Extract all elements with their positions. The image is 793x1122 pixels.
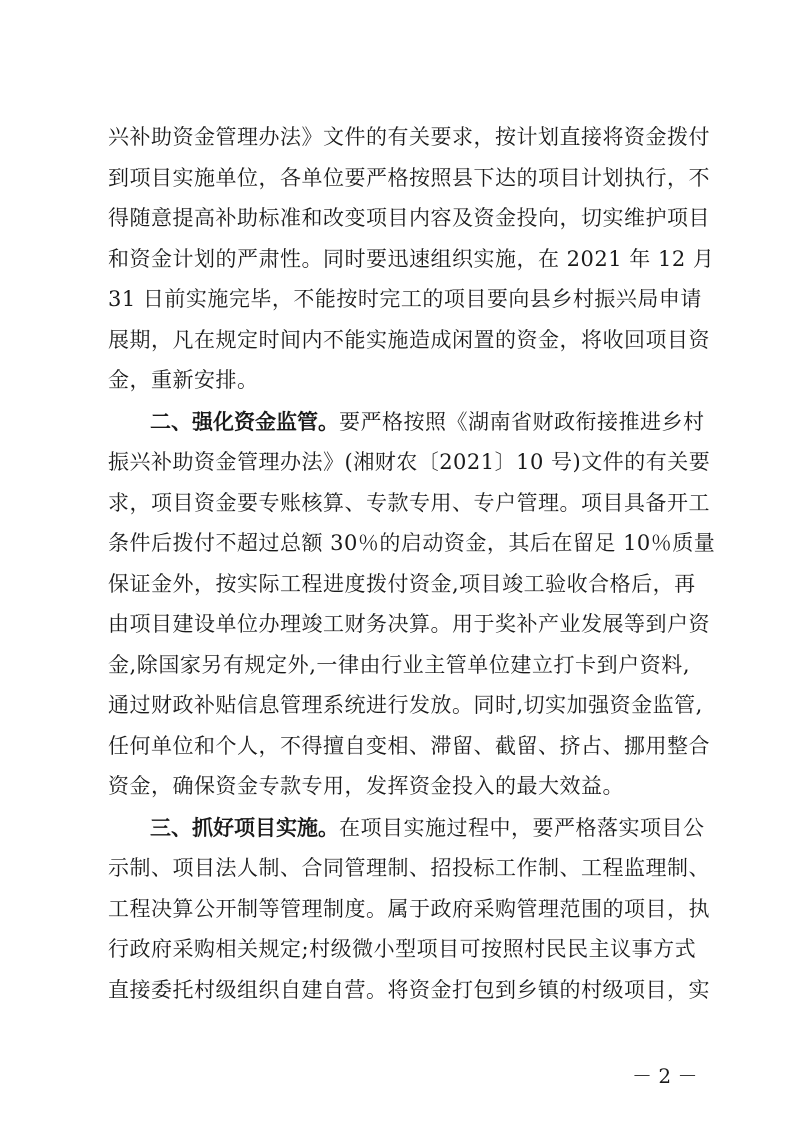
section-3-heading: 三、抓好项目实施。 (150, 816, 339, 840)
page-number: － 2 － (632, 1064, 698, 1088)
body-line-3: 得随意提高补助标准和改变项目内容及资金投向，切实维护项目 (108, 206, 710, 230)
body-line-20: 工程决算公开制等管理制度。属于政府采购管理范围的项目，执 (108, 897, 710, 921)
body-line-11: 条件后拨付不超过总额 30％的启动资金，其后在留足 10％质量 (108, 531, 716, 555)
body-line-12: 保证金外，按实际工程进度拨付资金,项目竣工验收合格后，再 (108, 572, 696, 596)
body-line-17: 资金，确保资金专款专用，发挥资金投入的最大效益。 (108, 774, 624, 798)
body-line-1: 兴补助资金管理办法》文件的有关要求，按计划直接将资金拨付 (108, 125, 710, 149)
body-line-10: 求，项目资金要专账核算、专款专用、专户管理。项目具备开工 (108, 491, 710, 515)
body-line-9: 振兴补助资金管理办法》(湘财农〔2021〕10 号)文件的有关要 (108, 450, 711, 474)
section-2-heading: 二、强化资金监管。 (150, 410, 339, 434)
body-line-7: 金，重新安排。 (108, 368, 259, 392)
body-line-6: 展期，凡在规定时间内不能实施造成闲置的资金，将收回项目资 (108, 328, 710, 352)
body-line-16: 任何单位和个人，不得擅自变相、滞留、截留、挤占、挪用整合 (108, 734, 710, 758)
body-line-5: 31 日前实施完毕，不能按时完工的项目要向县乡村振兴局申请 (108, 287, 702, 311)
body-line-22: 直接委托村级组织自建自营。将资金打包到乡镇的村级项目，实 (108, 978, 710, 1002)
body-line-21: 行政府采购相关规定;村级微小型项目可按照村民民主议事方式 (108, 937, 697, 961)
section-3-first-line (150, 812, 705, 842)
body-line-19: 示制、项目法人制、合同管理制、招投标工作制、工程监理制、 (108, 856, 710, 880)
body-line-4: 和资金计划的严肃性。同时要迅速组织实施，在 2021 年 12 月 (108, 247, 715, 271)
body-line-13: 由项目建设单位办理竣工财务决算。用于奖补产业发展等到户资 (108, 612, 710, 636)
body-line-2: 到项目实施单位，各单位要严格按照县下达的项目计划执行，不 (108, 166, 710, 190)
body-line-14: 金,除国家另有规定外,一律由行业主管单位建立打卡到户资料, (108, 653, 690, 677)
section-2-first-line (150, 406, 705, 436)
section-3-text: 在项目实施过程中，要严格落实项目公 (339, 816, 705, 840)
section-2-text: 要严格按照《湖南省财政衔接推进乡村 (339, 410, 705, 434)
body-line-15: 通过财政补贴信息管理系统进行发放。同时,切实加强资金监管, (108, 693, 703, 717)
